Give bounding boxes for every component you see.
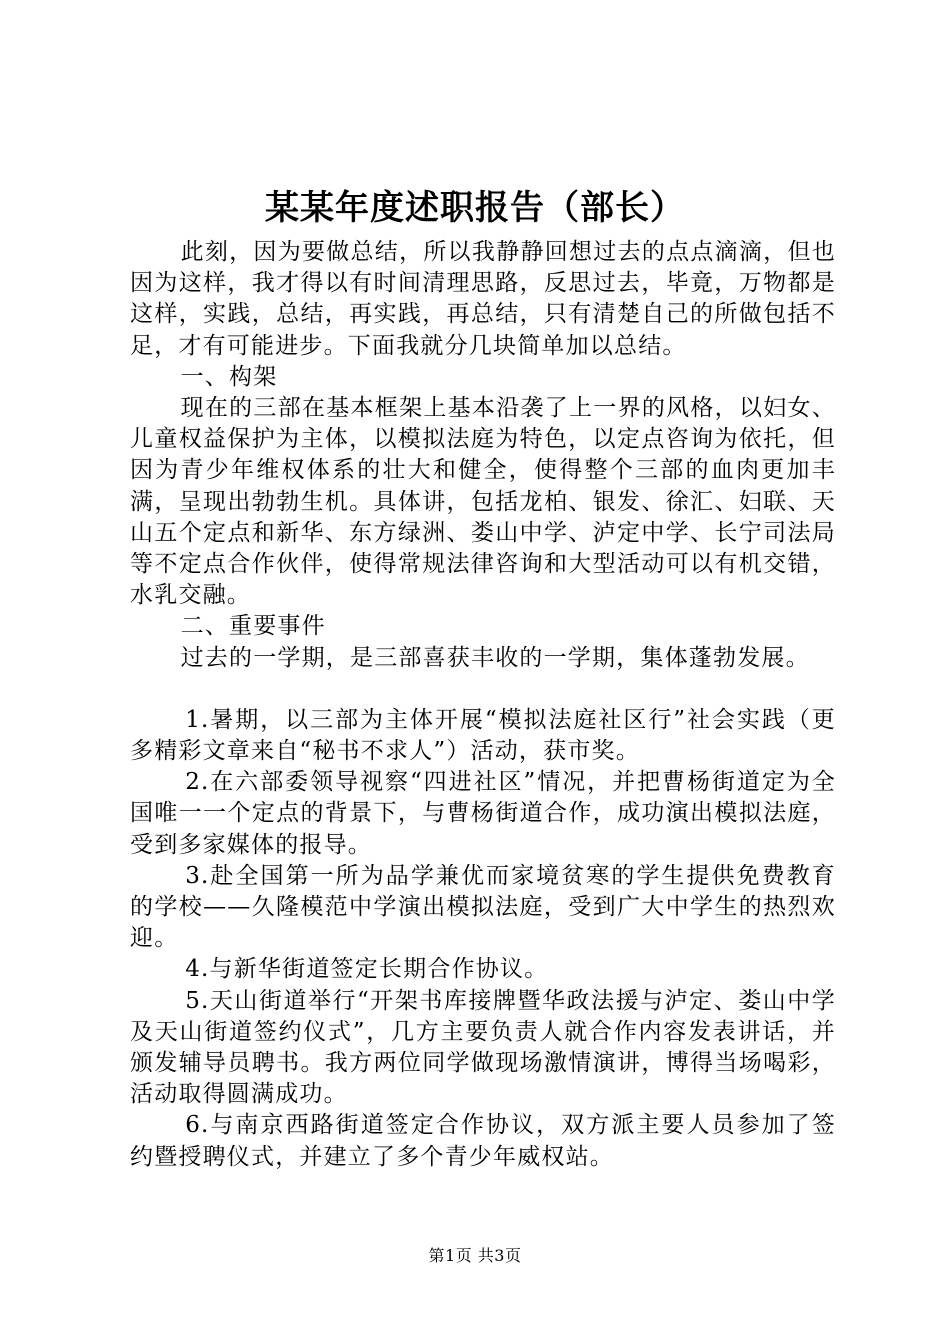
section-heading-structure: 一、构架 xyxy=(180,363,278,390)
event-item: 3.赴全国第一所为品学兼优而家境贫寒的学生提供免费教育的学校——久隆模范中学演出模拟法庭，受到广大中学生的热烈欢迎。 xyxy=(130,862,836,952)
document-title: 某某年度述职报告（部长） xyxy=(265,188,685,228)
intro-paragraph: 此刻，因为要做总结，所以我静静回想过去的点点滴滴，但也因为这样，我才得以有时间清理思路，反思过去，毕竟，万物都是这样，实践，总结，再实践，再总结，只有清楚自己的所做包括不足，才有可能进步。下面我就分几块简单加以总结。 xyxy=(130,239,836,359)
event-item: 4.与新华街道签定长期合作协议。 xyxy=(185,956,549,983)
structure-paragraph: 现在的三部在基本框架上基本沿袭了上一界的风格，以妇女、儿童权益保护为主体，以模拟法庭为特色，以定点咨询为依托，但因为青少年维权体系的壮大和健全，使得整个三部的血肉更加丰满，呈现出勃勃生机。具体讲，包括龙柏、银发、徐汇、妇联、天山五个定点和新华、东方绿洲、娄山中学、泸定中学、长宁司法局等不定点合作伙伴，使得常规法律咨询和大型活动可以有机交错，水乳交融。 xyxy=(130,395,836,609)
blank-line xyxy=(130,674,836,705)
page-number-footer: 第1页 共3页 xyxy=(428,1246,522,1265)
event-item: 5.天山街道举行“开架书库接牌暨华政法援与泸定、娄山中学及天山街道签约仪式”，几方主要负责人就合作内容发表讲话，并颁发辅导员聘书。我方两位同学做现场激情演讲，博得当场喝彩，活动取得圆满成功。 xyxy=(130,987,836,1108)
section-heading-events: 二、重要事件 xyxy=(180,613,326,640)
event-item: 1.暑期，以三部为主体开展“模拟法庭社区行”社会实践（更多精彩文章来自“秘书不求人”）活动，获市奖。 xyxy=(130,706,836,765)
event-item: 6.与南京西路街道签定合作协议，双方派主要人员参加了签约暨授聘仪式，并建立了多个青少年威权站。 xyxy=(130,1112,836,1170)
event-item: 2.在六部委领导视察“四进社区”情况，并把曹杨街道定为全国唯一一个定点的背景下，与曹杨街道合作，成功演出模拟法庭，受到多家媒体的报导。 xyxy=(130,769,836,858)
events-intro-paragraph: 过去的一学期，是三部喜获丰收的一学期，集体蓬勃发展。 xyxy=(180,644,810,671)
document-body xyxy=(130,237,836,1173)
